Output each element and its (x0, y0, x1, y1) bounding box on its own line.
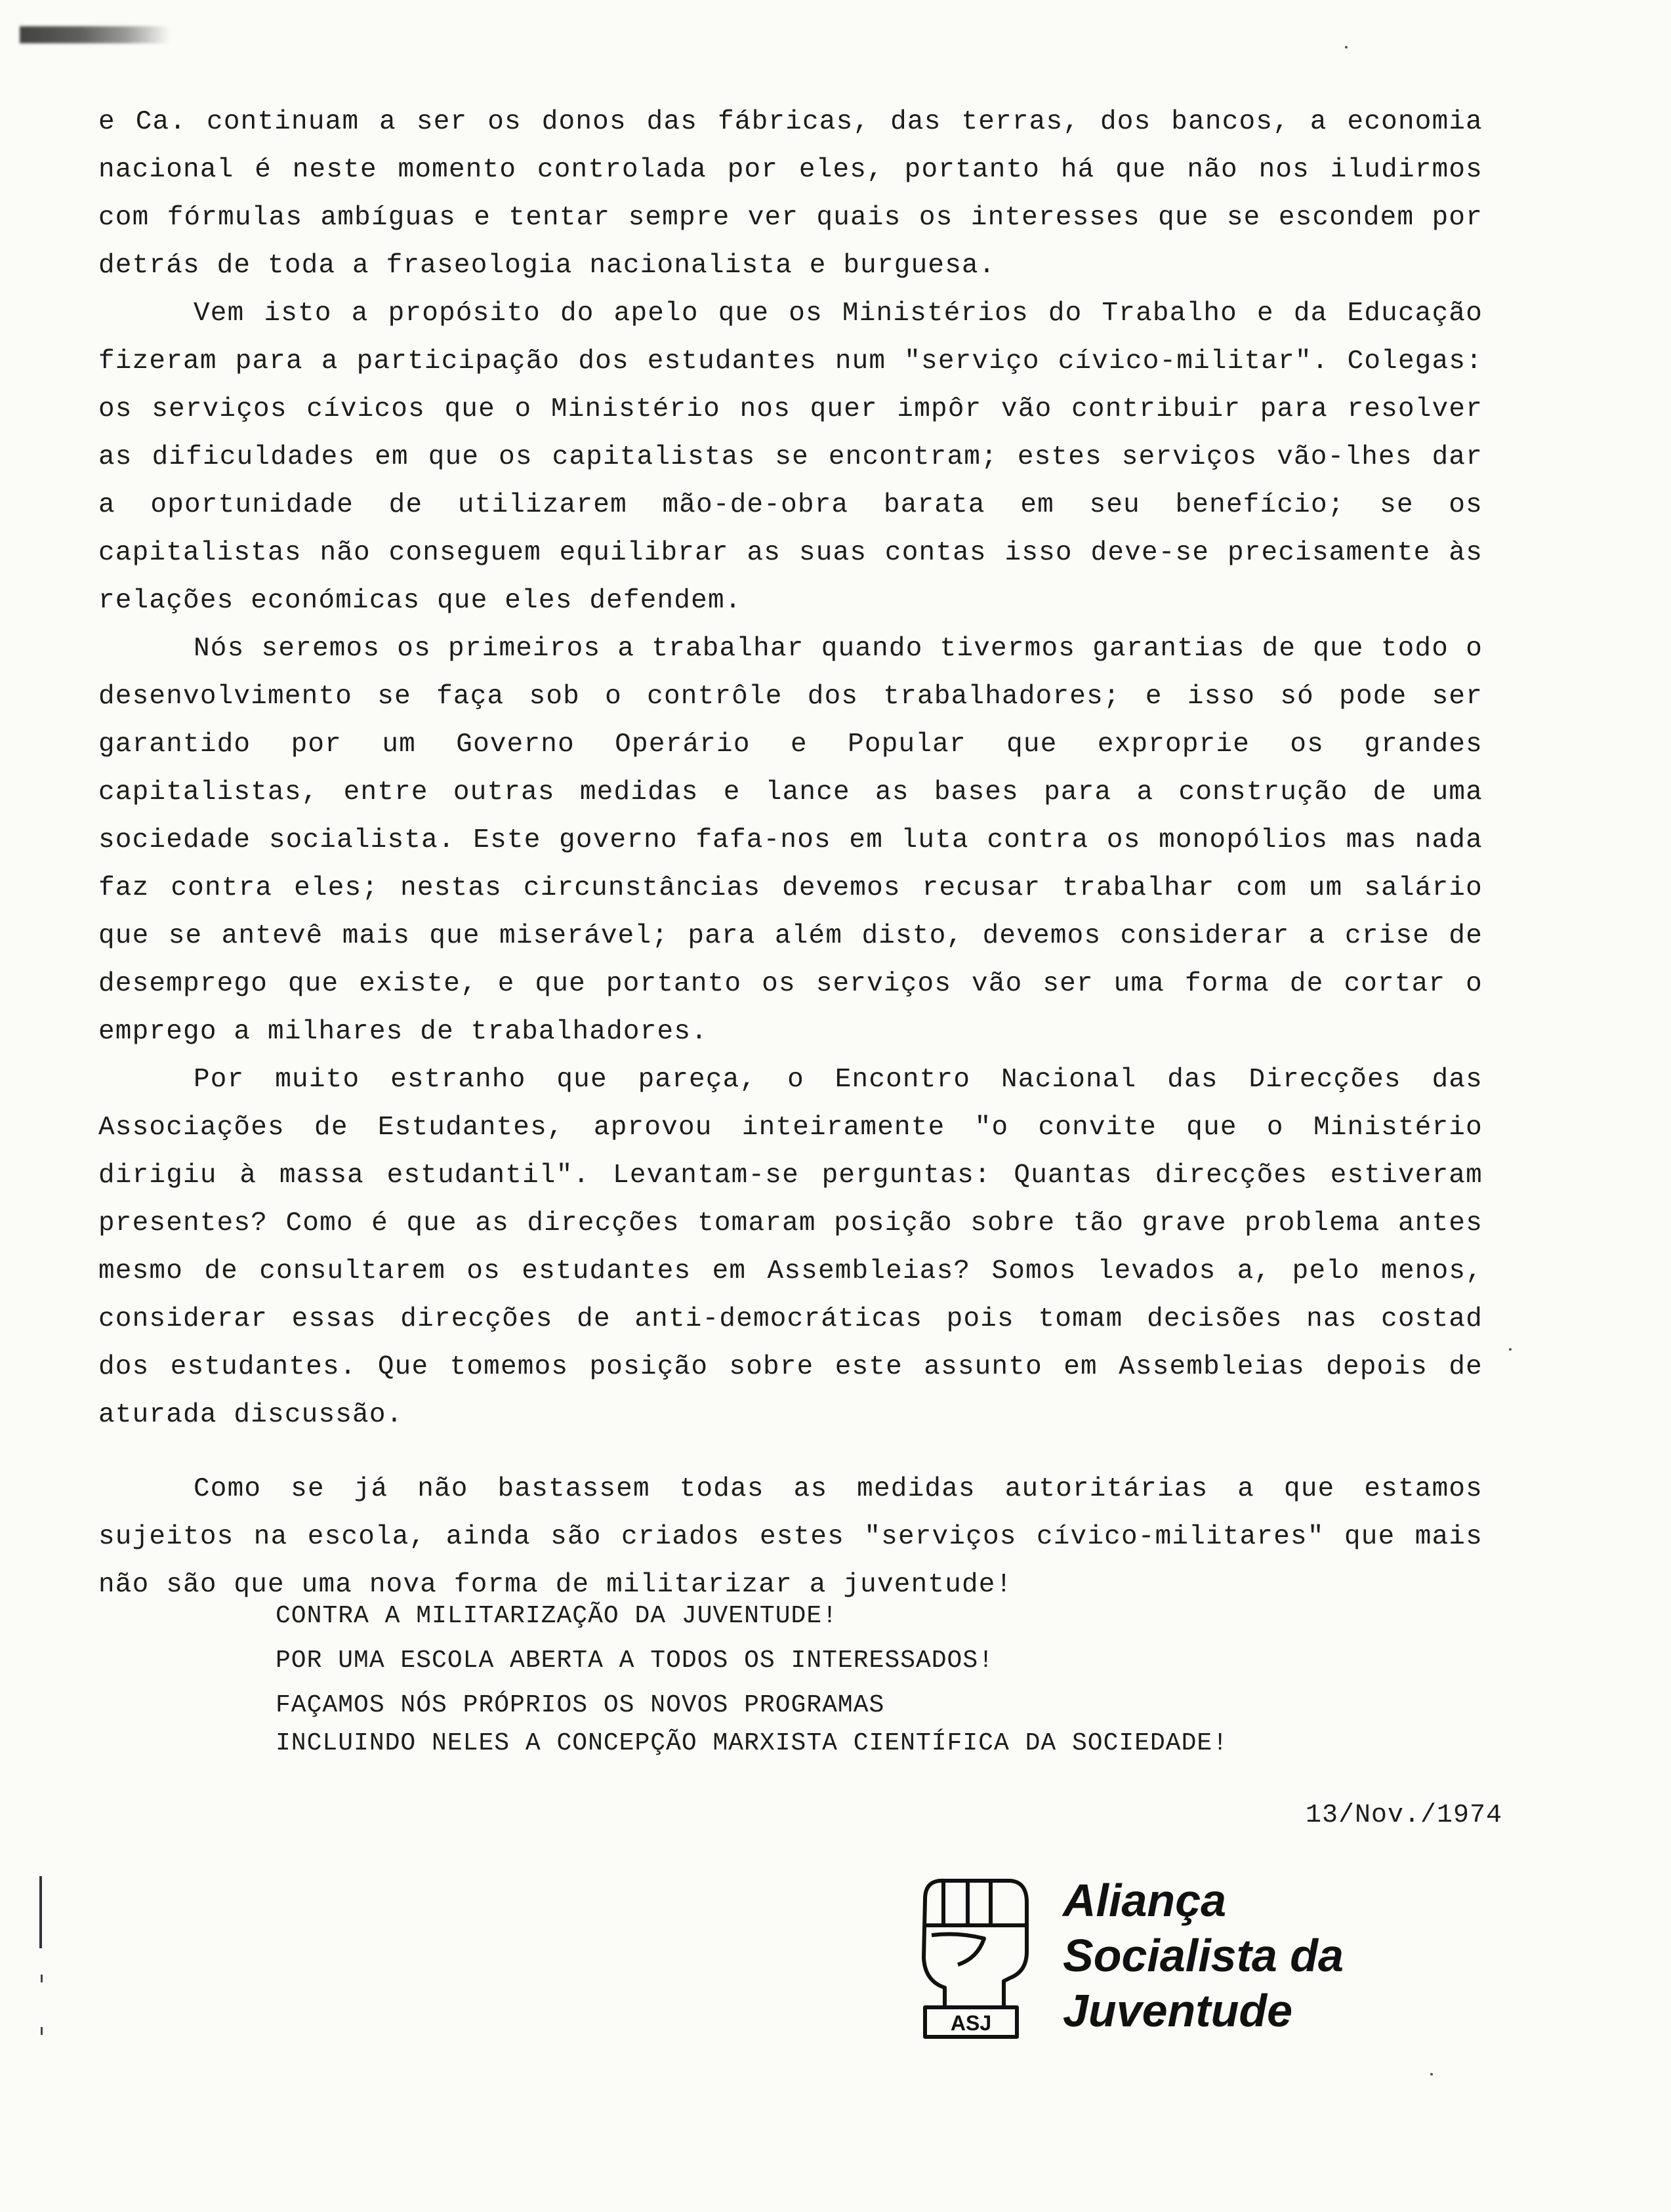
slogan-4: INCLUINDO NELES A CONCEPÇÃO MARXISTA CIENTÍFICA DA SOCIEDADE! (276, 1729, 1229, 1757)
scan-speck (1430, 2073, 1433, 2076)
scan-speck (1345, 46, 1348, 49)
margin-mark (39, 1876, 42, 1948)
paragraph-2: Vem isto a propósito do apelo que os Ministérios do Trabalho e da Educação fizeram para a participação dos estudantes num "serviço cívico-militar". Colegas: os serviços cívicos que o Ministério nos quer impôr vão contribuir para resolver as dificuldades em que os capitalistas se encontram; estes serviços vão-lhes dar a oportunidade de utilizarem mão-de-obra barata em seu benefício; se os capitalistas não conseguem equilibrar as suas contas isso deve-se precisamente às relações económicas que eles defendem. (98, 298, 1500, 616)
paragraph-5: Como se já não bastassem todas as medidas autoritárias a que estamos sujeitos na escola, ainda são criados estes "serviços cívico-militares" que mais não são que uma nova forma de militarizar a juventude! (98, 1474, 1500, 1600)
org-name-line-2: Socialista da (1063, 1930, 1344, 1981)
slogans-block (276, 1597, 1456, 1769)
org-name-line-3: Juventude (1063, 1985, 1293, 2036)
paragraph-1: e Ca. continuam a ser os donos das fábricas, das terras, dos bancos, a economia nacional é neste momento controlada por eles, portanto há que não nos iludirmos com fórmulas ambíguas e tentar sempre ver quais os interesses que se escondem por detrás de toda a fraseologia nacionalista e burguesa. (98, 107, 1500, 281)
paragraph-4: Por muito estranho que pareça, o Encontro Nacional das Direcções das Associações de Estudantes, aprovou inteiramente "o convite que o Ministério dirigiu à massa estudantil". Levantam-se perguntas: Quantas direcções estiveram presentes? Como é que as direcções tomaram posição sobre tão grave problema antes mesmo de consultarem os estudantes em Assembleias? Somos levados a, pelo menos, considerar essas direcções de anti-democráticas pois tomam decisões nas costad dos estudantes. Que tomemos posição sobre este assunto em Assembleias depois de aturada discussão. (98, 1065, 1500, 1430)
scan-artifact (20, 26, 171, 43)
fist-logo-icon (905, 1873, 1037, 2043)
slogan-3: FAÇAMOS NÓS PRÓPRIOS OS NOVOS PROGRAMAS (276, 1691, 885, 1719)
letter-body (98, 98, 1500, 1609)
margin-dot (41, 1975, 43, 1982)
slogan-2: POR UMA ESCOLA ABERTA A TODOS OS INTERESSADOS! (276, 1647, 994, 1675)
logo-initials: ASJ (950, 2011, 992, 2035)
organization-name (1063, 1873, 1344, 2038)
scan-speck (1509, 1348, 1512, 1351)
margin-dot (41, 2027, 43, 2035)
paragraph-3: Nós seremos os primeiros a trabalhar quando tivermos garantias de que todo o desenvolvimento se faça sob o contrôle dos trabalhadores; e isso só pode ser garantido por um Governo Operário e Popular que exproprie os grandes capitalistas, entre outras medidas e lance as bases para a construção de uma sociedade socialista. Este governo fafa-nos em luta contra os monopólios mas nada faz contra eles; nestas circunstâncias devemos recusar trabalhar com um salário que se antevê mais que miserável; para além disto, devemos considerar a crise de desemprego que existe, e que portanto os serviços vão ser uma forma de cortar o emprego a milhares de trabalhadores. (98, 634, 1500, 1047)
slogan-1: CONTRA A MILITARIZAÇÃO DA JUVENTUDE! (276, 1602, 838, 1630)
document-date: 13/Nov./1974 (1306, 1801, 1503, 1830)
org-name-line-1: Aliança (1063, 1875, 1226, 1926)
